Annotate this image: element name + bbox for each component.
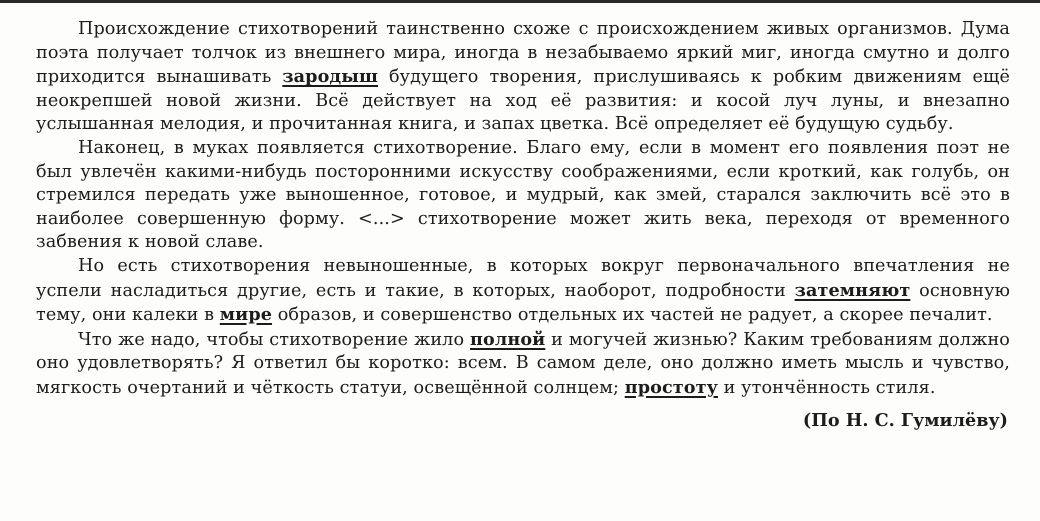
paragraph-4-text-b: и могучей жизнью? Каким требованиям должно оно удовлетворять? Я ответил бы коротко: всем. В самом деле, оно должно иметь мысль и чувство, мягкость очертаний и чёткость статуи, освещённой солнцем;: [36, 329, 1010, 398]
underlined-word-zatemnyayut: затемняют: [794, 279, 911, 301]
underlined-word-zarodysh: зародыш: [282, 66, 378, 88]
source-attribution: (По Н. С. Гумилёву): [802, 409, 1008, 431]
paragraph-1-text-b: будущего творения, прислушиваясь к робким движениям ещё неокрепшей новой жизни. Всё действует на ход её развития: и косой луч луны, и внезапно услышанная мелодия, и прочитанная книга, и запах цветка. Всё определяет её будущую судьбу.: [36, 67, 1010, 135]
paragraph-4: [36, 328, 1010, 401]
paragraph-3-text-b: основную тему, они калеки в: [36, 280, 1011, 326]
paragraph-4-text-c: и утончённость стиля.: [717, 377, 936, 398]
paragraph-3-text-a: Но есть стихотворения невыношенные, в которых вокруг первоначального впечатления не успели насладиться другие, есть и такие, в которых, наоборот, подробности: [36, 255, 1010, 301]
paragraph-2: [36, 137, 1010, 255]
paragraph-3-text-c: образов, и совершенство отдельных их частей не радует, а скорее печалит.: [272, 305, 993, 326]
underlined-word-mire: мире: [219, 304, 273, 326]
top-rule-divider: [0, 0, 1040, 3]
paragraph-1: [36, 18, 1010, 137]
paragraph-3: [36, 255, 1010, 328]
paragraph-4-text-a: Что же надо, чтобы стихотворение жило: [78, 329, 471, 350]
paragraph-1-text-a: Происхождение стихотворений таинственно схоже с происхождением живых организмов. Дума поэта получает толчок из внешнего мира, иногда в незабываемо яркий миг, иногда смутно и долго приходится вынашивать: [36, 19, 1010, 88]
underlined-word-prostotu: простоту: [624, 376, 718, 398]
underlined-word-polnoy: полной: [470, 328, 546, 350]
paragraph-2-text: Наконец, в муках появляется стихотворение. Благо ему, если в момент его появления поэт не был увлечён какими-нибудь посторонними искусству соображениями, если кроткий, как голубь, он стремился передать уже выношенное, готовое, и мудрый, как змей, старался заключить всё это в наиболее совершенную форму. <...> стихотворение может жить века, переходя от временного забвения к новой славе.: [36, 137, 1010, 253]
